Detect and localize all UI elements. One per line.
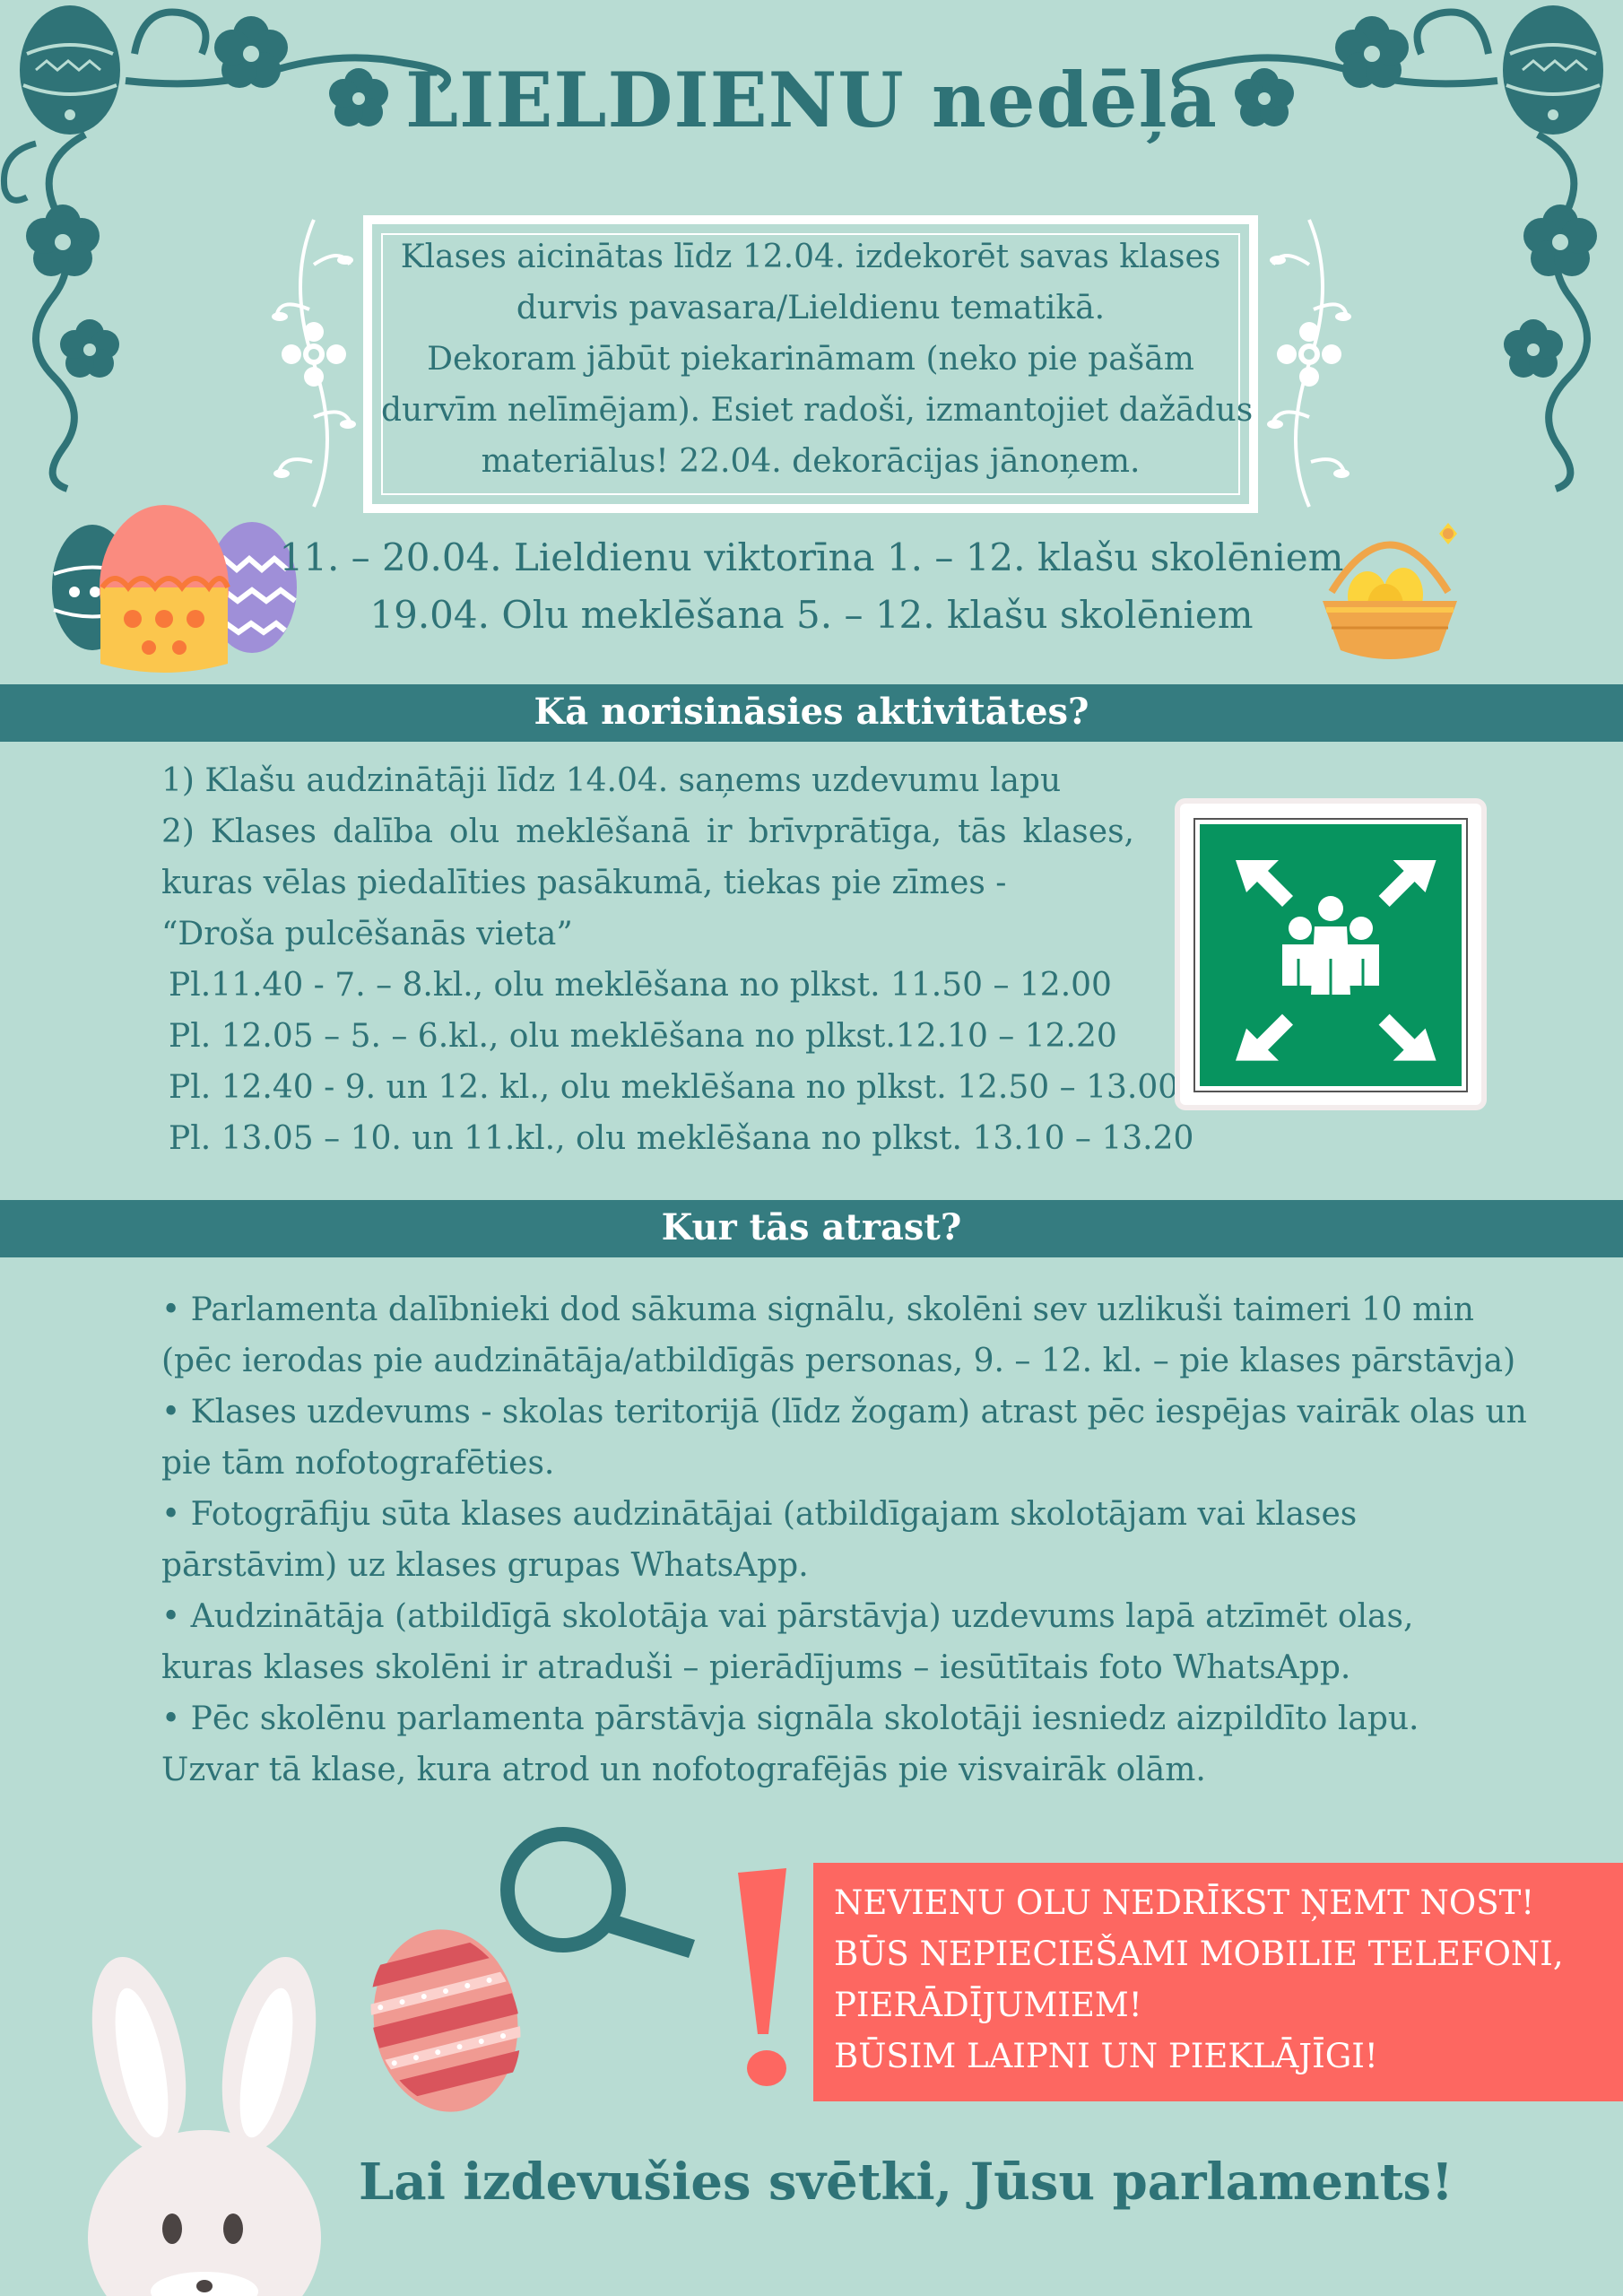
egg-basket-icon <box>1314 516 1466 668</box>
schedule-line: Pl. 12.40 - 9. un 12. kl., olu meklēšana no plkst. 12.50 – 13.00 <box>169 1069 1179 1106</box>
schedule-line: Pl. 12.05 – 5. – 6.kl., olu meklēšana no plkst.12.10 – 12.20 <box>169 1018 1117 1055</box>
where-line: • Audzinātāja (atbildīgā skolotāja vai pārstāvja) uzdevums lapā atzīmēt olas, <box>161 1598 1414 1635</box>
flower-ornament-left-icon <box>269 211 359 516</box>
closing-message: Lai izdevušies svētki, Jūsu parlaments! <box>359 2152 1454 2212</box>
activity-line: 1) Klašu audzinātāji līdz 14.04. saņems uzdevumu lapu <box>161 762 1062 799</box>
schedule-line: Pl.11.40 - 7. – 8.kl., olu meklēšana no plkst. 11.50 – 12.00 <box>169 967 1112 1004</box>
flower-ornament-right-icon <box>1264 211 1354 516</box>
event-item: 19.04. Olu meklēšana 5. – 12. klašu skolēniem <box>369 593 1254 637</box>
egg-trio-icon <box>43 502 303 682</box>
section-heading-activities: Kā norisināsies aktivitātes? <box>0 684 1623 742</box>
event-item: 11. – 20.04. Lieldienu viktorīna 1. – 12. klašu skolēniem <box>279 535 1344 579</box>
activity-line: 2) Klases dalība olu meklēšanā ir brīvprātīga, tās klases, <box>161 813 1134 850</box>
where-line: • Pēc skolēnu parlamenta pārstāvja signāla skolotāji iesniedz aizpildīto lapu. <box>161 1700 1419 1737</box>
where-line: pie tām nofotografēties. <box>161 1445 555 1482</box>
announcement-line: materiālus! 22.04. dekorācijas jānoņem. <box>481 443 1141 480</box>
section-heading-where: Kur tās atrast? <box>0 1200 1623 1257</box>
activity-line: “Droša pulcēšanās vieta” <box>161 916 573 952</box>
schedule-line: Pl. 13.05 – 10. un 11.kl., olu meklēšana no plkst. 13.10 – 13.20 <box>169 1120 1194 1157</box>
warning-text <box>834 1877 1614 2082</box>
warning-line: BŪS NEPIECIEŠAMI MOBILIE TELEFONI, <box>834 1935 1564 1973</box>
bunny-icon <box>72 1960 341 2296</box>
where-line: • Klases uzdevums - skolas teritorijā (līdz žogam) atrast pēc iespējas vairāk olas un <box>161 1394 1527 1431</box>
where-line: pārstāvim) uz klases grupas WhatsApp. <box>161 1547 809 1584</box>
warning-line: PIERĀDĪJUMIEM! <box>834 1986 1142 2024</box>
announcement-line: Dekoram jābūt piekarināmam (neko pie pašām <box>427 341 1194 378</box>
striped-egg-icon <box>368 1924 525 2117</box>
magnifying-glass-icon <box>493 1825 708 1969</box>
announcement-text <box>381 231 1254 487</box>
announcement-line: durvis pavasara/Lieldienu tematikā. <box>516 290 1106 326</box>
page-title: LIELDIENU nedēļa <box>405 56 1218 144</box>
where-line: Uzvar tā klase, kura atrod un nofotografējās pie visvairāk olām. <box>161 1752 1206 1788</box>
activity-line: kuras vēlas piedalīties pasākumā, tiekas pie zīmes - <box>161 865 1007 901</box>
activities-text <box>161 755 1194 1164</box>
where-line: • Parlamenta dalībnieki dod sākuma signālu, skolēni sev uzlikuši taimeri 10 min <box>161 1292 1474 1328</box>
announcement-line: durvīm nelīmējam). Esiet radoši, izmantojiet dažādus <box>381 392 1254 429</box>
assembly-arrows-icon <box>1200 824 1462 1086</box>
announcement-line: Klases aicinātas līdz 12.04. izdekorēt savas klases <box>400 239 1221 275</box>
where-line: (pēc ierodas pie audzinātāja/atbildīgās personas, 9. – 12. kl. – pie klases pārstāvja) <box>161 1343 1516 1379</box>
where-text <box>161 1284 1527 1796</box>
where-line: kuras klases skolēni ir atraduši – pierādījums – iesūtītais foto WhatsApp. <box>161 1649 1351 1686</box>
where-line: • Fotogrāfiju sūta klases audzinātājai (atbildīgajam skolotājam vai klases <box>161 1496 1358 1533</box>
event-list <box>269 529 1354 644</box>
warning-line: NEVIENU OLU NEDRĪKST ŅEMT NOST! <box>834 1883 1535 1922</box>
exclamation-icon <box>731 1864 803 2097</box>
warning-line: BŪSIM LAIPNI UN PIEKLĀJĪGI! <box>834 2037 1378 2075</box>
